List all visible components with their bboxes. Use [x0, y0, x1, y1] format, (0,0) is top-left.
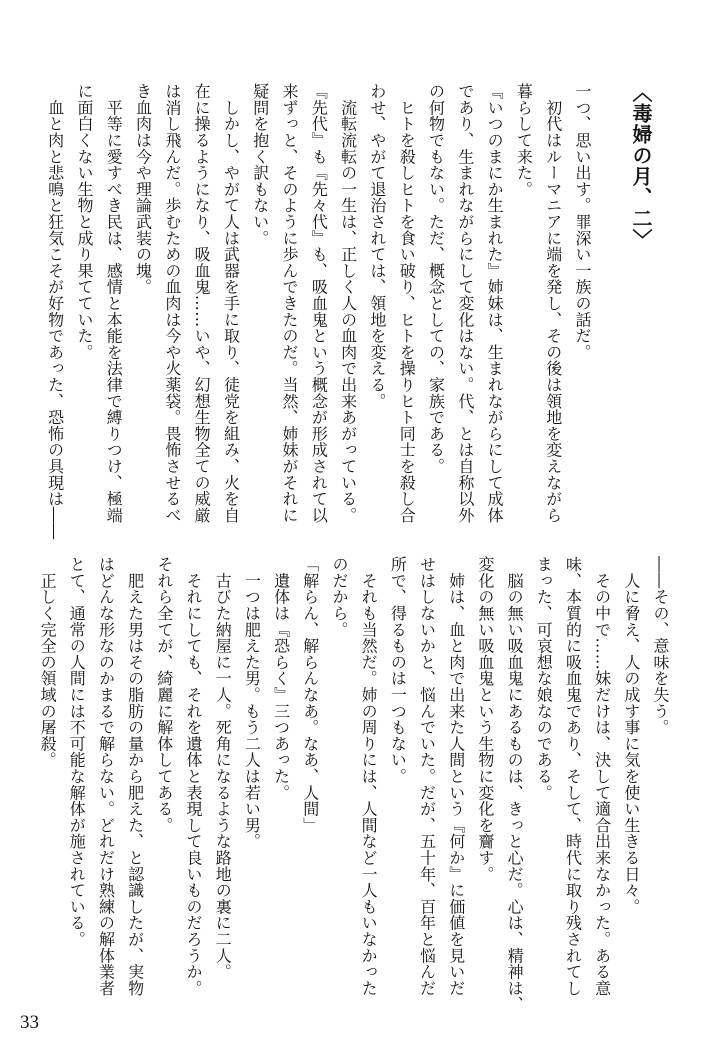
text-column: 所で、得るものは一つもない。 [388, 556, 408, 785]
text-column: 古びた納屋に一人。死角になるような路地の裏に二人。 [213, 556, 233, 980]
text-column: 平等に愛すべき民は、感情と本能を法律で縛りつけ、極端 [104, 83, 124, 524]
text-column: の何物でもない。ただ、概念としての、家族である。 [426, 83, 446, 475]
text-column: 一つ、思い出す。罪深い一族の話だ。 [573, 83, 592, 361]
text-column: は消し飛んだ。歩むための血肉は今や火薬袋。畏怖させるべ [162, 83, 182, 524]
text-column: 血と肉と悲鳴と狂気こそが好物であった、恐怖の具現は―― [45, 83, 65, 540]
text-column: それも当然だ。姉の周りには、人間など一人もいなかった [359, 556, 379, 997]
text-column: ヒトを殺しヒトを食い破り、ヒトを操りヒト同士を殺し合 [397, 83, 417, 524]
text-column: その中で……妹だけは、決して適合出来なかった。ある意 [592, 556, 612, 997]
text-column: 『先代』も『先々代』も、吸血鬼という概念が形成されて以 [309, 83, 329, 524]
text-column: 流転流転の一生は、正しく人の血肉で出来あがっている。 [338, 83, 358, 524]
text-column: 在に操るようになり、吸血鬼……いや、幻想生物全ての威厳 [192, 83, 212, 524]
chapter-title: 〈毒婦の月、二〉 [629, 82, 653, 250]
text-column: はどんな形なのかまるで解らない。どれだけ熟練の解体業者 [96, 556, 116, 997]
text-column: とて、通常の人間には不可能な解体が施されている。 [67, 556, 87, 948]
text-column: 味、本質的に吸血鬼であり、そして、時代に取り残されてし [563, 556, 583, 997]
text-column: 脳の無い吸血鬼にあるものは、きっと心だ。心は、精神は、 [505, 556, 525, 1013]
text-column: のだから。 [329, 556, 349, 638]
text-column: 暮らして来た。 [514, 83, 534, 198]
text-column: 正しく完全の領域の屠殺。 [38, 556, 58, 768]
text-column: 一つは肥えた男。もう二人は若い男。 [242, 556, 262, 850]
page-number: 33 [20, 1012, 39, 1033]
text-column: 「解らん、解らんなあ。なあ、人間」 [300, 556, 320, 834]
text-column: それら全てが、綺麗に解体してある。 [154, 556, 174, 834]
text-column: ――その、意味を失う。 [651, 556, 670, 736]
text-column: であり、生まれながらにして変化はない。代、とは自称以外 [455, 83, 475, 524]
text-column: まった、可哀想な娘なのである。 [534, 556, 554, 801]
text-column: 来ずっと、そのように歩んできたのだ。当然、姉妹がそれに [280, 83, 300, 524]
upper-text-block [40, 83, 597, 540]
text-column: それにしても、それを遺体と表現して良いものだろうか。 [184, 556, 203, 997]
text-column: 変化の無い吸血鬼という生物に変化を齎す。 [475, 556, 495, 882]
text-column: 肥えた男はその脂肪の量から肥えた、と認識したが、実物 [125, 556, 145, 997]
lower-text-block [33, 556, 675, 1013]
text-column: 疑問を抱く訳もない。 [250, 83, 270, 246]
text-column: 『いつのまにか生まれた』姉妹は、生まれながらにして成体 [485, 83, 505, 524]
text-column: せはしないかと、悩んでいた。だが、五十年、百年と悩んだ [417, 556, 437, 997]
text-column: に面白くない生物と成り果てていた。 [74, 83, 94, 361]
text-column: 人に脅え、人の成す事に気を使い生きる日々。 [621, 556, 641, 915]
text-column: しかし、やがて人は武器を手に取り、徒党を組み、火を自 [221, 83, 241, 524]
text-column: 遺体は『恐らく』三つあった。 [271, 556, 291, 801]
text-column: き血肉は今や理論武装の塊。 [133, 83, 153, 295]
text-column: 初代はルーマニアに端を発し、その後は領地を変えながら [543, 83, 563, 524]
text-column: わせ、やがて退治されては、領地を変える。 [367, 83, 387, 409]
text-column: 姉は、血と肉で出来た人間という『何か』に価値を見いだ [446, 556, 466, 997]
